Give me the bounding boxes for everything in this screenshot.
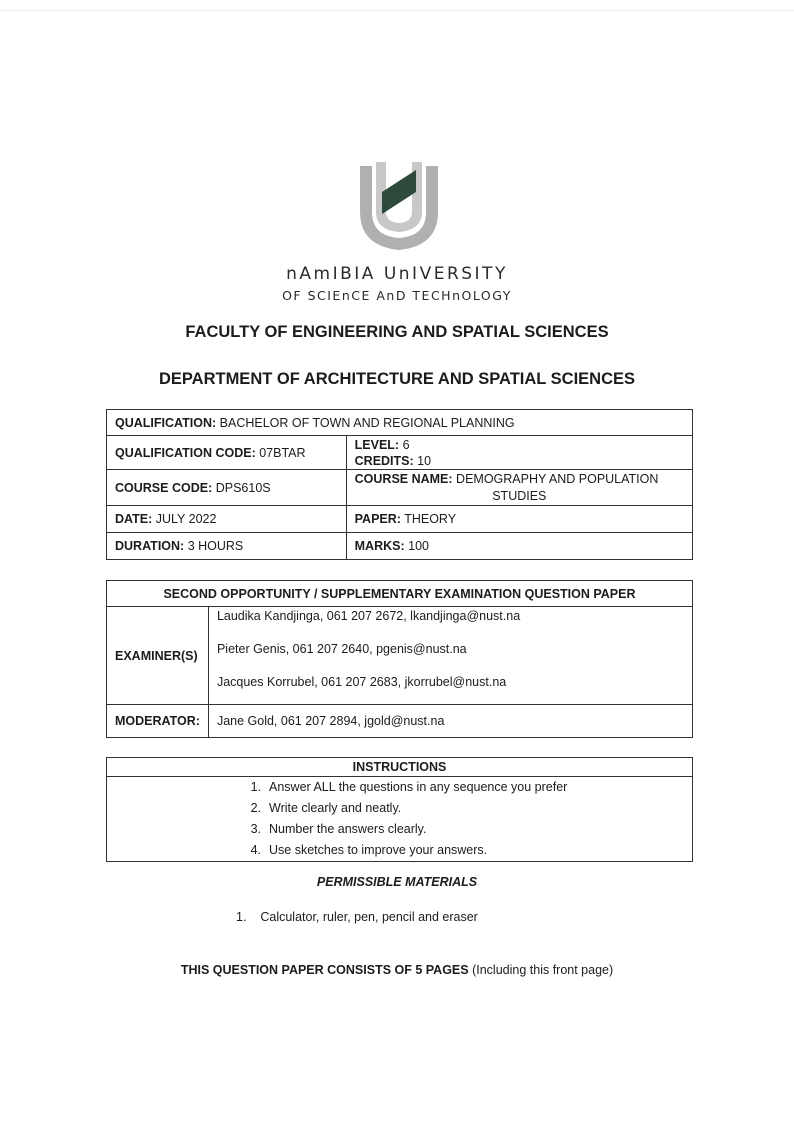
date-label: DATE: [115, 512, 153, 526]
marks-value: 100 [408, 539, 429, 553]
instruction-text: Number the answers clearly. [269, 822, 427, 836]
qualification-label: QUALIFICATION: [115, 415, 217, 430]
permissible-materials-title: PERMISSIBLE MATERIALS [316, 875, 478, 889]
permissible-item-text: Calculator, ruler, pen, pencil and eraser [260, 910, 478, 924]
credits-label: CREDITS: [354, 453, 414, 468]
examiner-3: Jacques Korrubel, 061 207 2683, jkorrubel@nust.na [216, 675, 507, 689]
examination-table [106, 580, 693, 738]
permissible-item [236, 910, 478, 924]
course-name-value: DEMOGRAPHY AND POPULATION [456, 471, 659, 486]
instructions-title-row [107, 758, 693, 777]
instruction-item [237, 777, 684, 798]
permissible-item-number: 1. [236, 910, 247, 924]
instruction-text: Write clearly and neatly. [269, 801, 402, 815]
course-code-label: COURSE CODE: [115, 480, 213, 495]
university-subtitle: OF SCIEnCE AnD TECHnOLOGY [282, 288, 512, 303]
university-logo-icon [356, 156, 442, 252]
instruction-item [237, 840, 684, 861]
scan-edge-line [0, 10, 794, 11]
moderator-label: MODERATOR: [115, 714, 200, 728]
university-name: nAmIBIA UnIVERSITY [286, 264, 508, 284]
examiner-2: Pieter Genis, 061 207 2640, pgenis@nust.na [216, 642, 467, 656]
instruction-number: 4. [250, 843, 261, 857]
qualification-code-label: QUALIFICATION CODE: [115, 445, 256, 460]
page-count-normal: (Including this front page) [472, 963, 614, 977]
duration-row [107, 533, 693, 560]
paper-label: PAPER: [354, 512, 401, 526]
qualification-code-row [107, 436, 693, 470]
instructions-title: INSTRUCTIONS [352, 760, 447, 774]
course-name-label: COURSE NAME: [354, 471, 453, 486]
moderator-value: Jane Gold, 061 207 2894, jgold@nust.na [208, 705, 692, 738]
examiners-label: EXAMINER(S) [115, 648, 198, 663]
faculty-heading: FACULTY OF ENGINEERING AND SPATIAL SCIENCES [185, 323, 609, 341]
credits-value: 10 [417, 453, 432, 468]
exam-title: SECOND OPPORTUNITY / SUPPLEMENTARY EXAMINATION QUESTION PAPER [163, 586, 636, 601]
duration-value: 3 HOURS [187, 539, 244, 553]
qualification-value: BACHELOR OF TOWN AND REGIONAL PLANNING [219, 415, 515, 430]
department-heading: DEPARTMENT OF ARCHITECTURE AND SPATIAL SCIENCES [158, 370, 636, 388]
duration-label: DURATION: [115, 539, 185, 553]
date-row [107, 506, 693, 533]
instruction-number: 1. [250, 780, 261, 794]
instruction-item [237, 819, 684, 840]
page-count-bold: THIS QUESTION PAPER CONSISTS OF 5 PAGES [180, 963, 469, 977]
instruction-item [237, 798, 684, 819]
exam-title-row [107, 581, 693, 607]
level-label: LEVEL: [354, 437, 400, 452]
qualification-row [107, 410, 693, 436]
marks-label: MARKS: [354, 539, 405, 553]
qualification-code-value: 07BTAR [259, 445, 306, 460]
course-row [107, 470, 693, 506]
page-count-note [0, 963, 794, 977]
examiner-1: Laudika Kandjinga, 061 207 2672, lkandjinga@nust.na [216, 609, 521, 623]
course-code-value: DPS610S [215, 480, 271, 495]
instruction-number: 2. [250, 801, 261, 815]
instructions-body-row [107, 777, 693, 862]
instructions-table [106, 757, 693, 862]
moderator-row [107, 705, 693, 738]
instruction-text: Use sketches to improve your answers. [269, 843, 488, 857]
instruction-number: 3. [250, 822, 261, 836]
date-value: JULY 2022 [155, 512, 217, 526]
instructions-list [237, 777, 684, 861]
paper-value: THEORY [404, 512, 457, 526]
level-value: 6 [402, 437, 410, 452]
course-info-table [106, 409, 693, 560]
instruction-text: Answer ALL the questions in any sequence you prefer [269, 780, 568, 794]
course-name-value-cont: STUDIES [492, 488, 547, 503]
examiners-row [107, 607, 693, 705]
